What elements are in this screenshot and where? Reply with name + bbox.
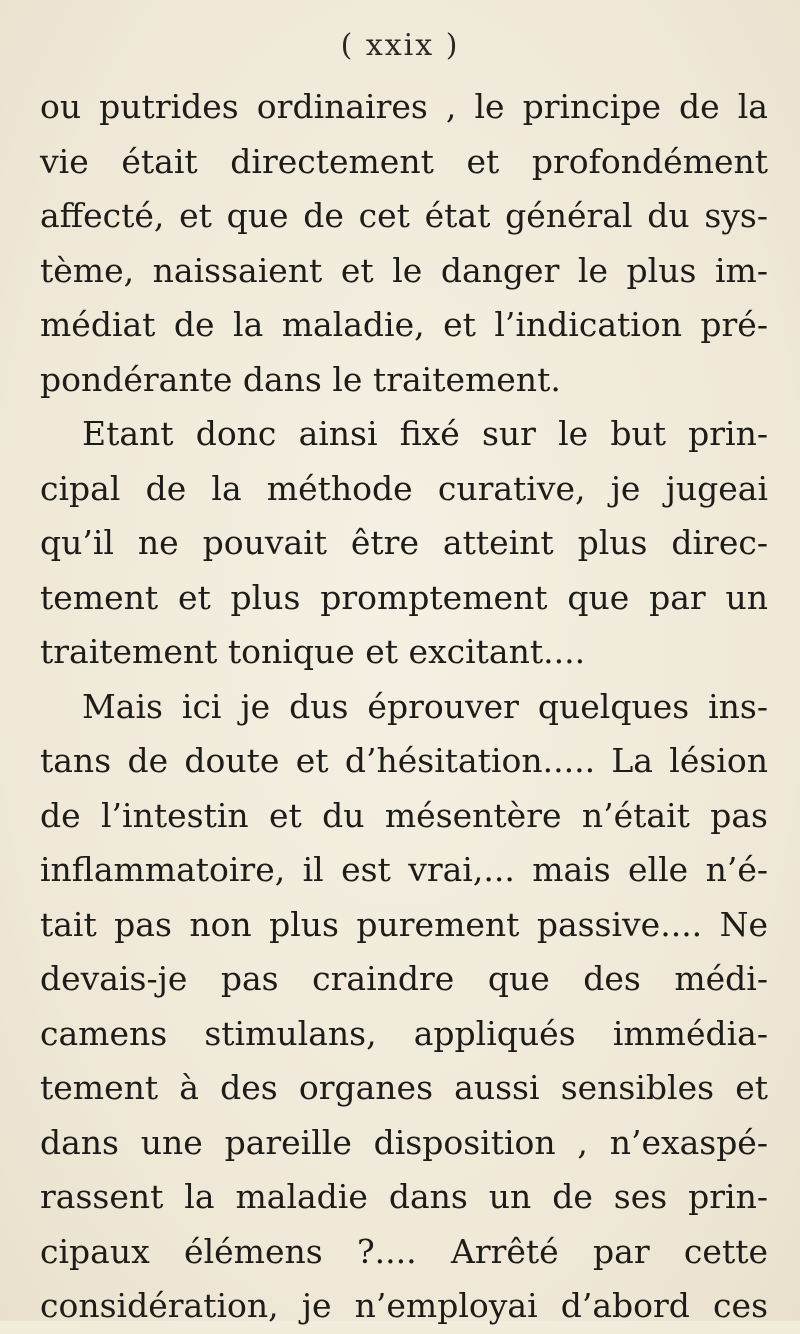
text-line: tement et plus promptement que par un — [40, 577, 768, 617]
text-line: affecté, et que de cet état général du sys- — [40, 196, 768, 235]
text-line: cipal de la méthode curative, je jugeai — [40, 468, 768, 508]
body-text — [40, 80, 768, 1334]
text-line: tans de doute et d’hésitation..... La lésion — [40, 741, 768, 780]
text-line: traitement tonique et excitant.... — [40, 632, 586, 671]
text-line: rassent la maladie dans un de ses prin- — [40, 1177, 768, 1216]
text-line: tement à des organes aussi sensibles et — [40, 1068, 768, 1107]
text-line: tait pas non plus purement passive.... Ne — [40, 904, 768, 944]
text-line: dans une pareille disposition , n’exaspé- — [40, 1122, 768, 1162]
text-line: qu’il ne pouvait être atteint plus direc- — [40, 523, 768, 562]
text-line: vie était directement et profondément — [40, 141, 768, 181]
text-line: Mais ici je dus éprouver quelques ins- — [82, 686, 768, 726]
text-line: ou putrides ordinaires , le principe de la — [40, 87, 768, 126]
text-line: cipaux élémens ?.... Arrêté par cette — [40, 1231, 768, 1271]
text-line: de l’intestin et du mésentère n’était pas — [40, 795, 768, 835]
text-line: pondérante dans le traitement. — [40, 359, 561, 399]
page-number-header: ( xxix ) — [340, 28, 460, 63]
text-line: médiat de la maladie, et l’indication pré- — [40, 305, 768, 344]
text-line: Etant donc ainsi fixé sur le but prin- — [82, 414, 768, 453]
text-line: inflammatoire, il est vrai,... mais elle n’é- — [40, 850, 768, 889]
text-line: considération, je n’employai d’abord ces — [40, 1286, 768, 1325]
text-line: devais-je pas craindre que des médi- — [40, 959, 768, 998]
text-line: tème, naissaient et le danger le plus im- — [40, 250, 768, 290]
text-line: camens stimulans, appliqués immédia- — [40, 1013, 768, 1053]
